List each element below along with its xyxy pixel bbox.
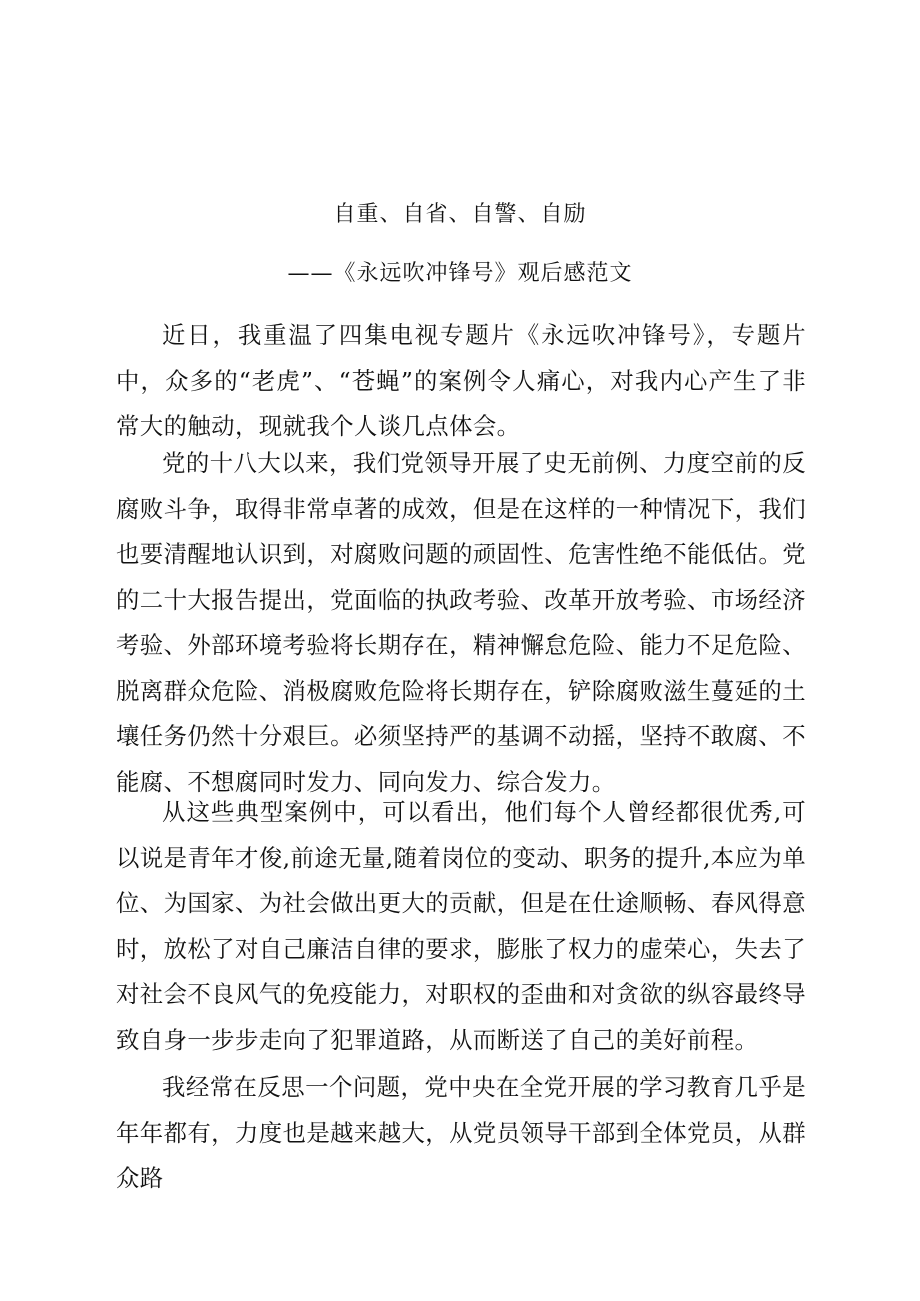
paragraph-2: 党的十八大以来，我们党领导开展了史无前例、力度空前的反腐败斗争，取得非常卓著的成效，但是在这样的一种情况下，我们也要清醒地认识到，对腐败问题的顽固性、危害性绝不能低估。党的二十大报告提出，党面临的执政考验、改革开放考验、市场经济考验、外部环境考验将长期存在，精神懈怠危险、能力不足危险、脱离群众危险、消极腐败危险将长期存在，铲除腐败滋生蔓延的土壤任务仍然十分艰巨。必须坚持严的基调不动摇，坚持不敢腐、不能腐、不想腐同时发力、同向发力、综合发力。: [116, 449, 806, 796]
paragraph-1: 近日，我重温了四集电视专题片《永远吹冲锋号》，专题片中，众多的“老虎”、“苍蝇”的案例令人痛心，对我内心产生了非常大的触动，现就我个人谈几点体会。: [116, 321, 806, 440]
document-subtitle: ——《永远吹冲锋号》观后感范文: [287, 261, 633, 286]
paragraph-4: 我经常在反思一个问题，党中央在全党开展的学习教育几乎是年年都有，力度也是越来越大，从党员领导干部到全体党员，从群众路: [116, 1073, 806, 1192]
document-title: 自重、自省、自警、自励: [333, 202, 587, 227]
paragraph-3: 从这些典型案例中，可以看出，他们每个人曾经都很优秀,可以说是青年才俊,前途无量,随着岗位的变动、职务的提升,本应为单位、为国家、为社会做出更大的贡献，但是在仕途顺畅、春风得意时，放松了对自己廉洁自律的要求，膨胀了权力的虚荣心，失去了对社会不良风气的免疫能力，对职权的歪曲和对贪欲的纵容最终导致自身一步步走向了犯罪道路，从而断送了自己的美好前程。: [116, 798, 806, 1054]
